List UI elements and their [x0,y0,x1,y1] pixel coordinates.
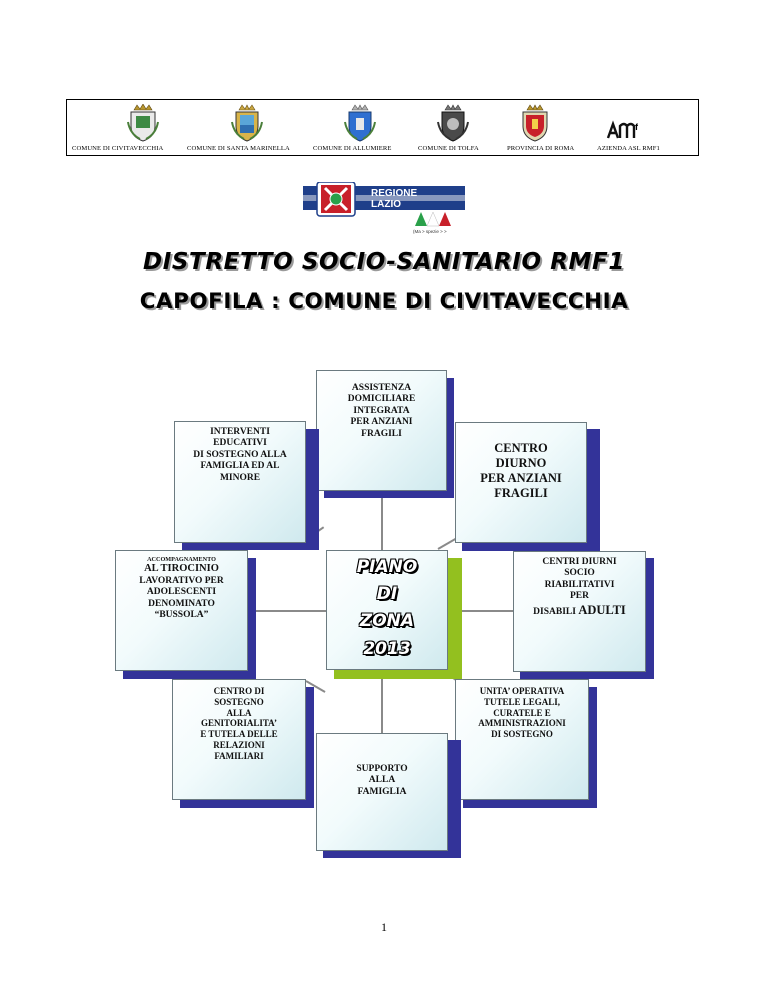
day-center-elderly-box [455,422,587,543]
piano-di-zona-box [326,550,448,670]
center-line: 2013 [363,638,411,659]
box-line: SUPPORTO [356,764,408,774]
allumiere-coat-of-arms-icon [343,104,377,142]
box-line: RELAZIONI [213,739,265,750]
box-line: RIABILITATIVI [544,579,615,590]
santa-marinella-coat-of-arms-icon [230,104,264,142]
box-line: GENITORIALITA’ [200,718,278,729]
box-line: MINORE [219,472,261,483]
municipality-label: COMUNE DI TOLFA [418,145,479,152]
box-line: TUTELE LEGALI, [483,696,561,707]
box-line: PER ANZIANI [350,417,413,428]
box-line: CENTRI DIURNI [542,557,617,567]
box-line: AL TIROCINIO [144,563,219,575]
work-placement-box [115,550,248,671]
center-line: PIANO [356,557,418,577]
box-line: DIURNO [495,456,547,470]
box-line: PER [570,591,589,602]
connector-top [381,496,383,551]
box-line-large: ADULTI [578,602,626,617]
box-line: FAMILIARI [214,750,264,761]
municipality-label: PROVINCIA DI ROMA [507,145,575,152]
municipality-label: COMUNE DI SANTA MARINELLA [187,145,290,152]
connector-bottom [381,671,383,733]
box-line: ADOLESCENTI [146,587,217,598]
box-line: ALLA [226,707,252,718]
box-line: ASSISTENZA [351,383,412,393]
asl-rmf1-logo-icon [605,118,643,144]
box-line: CENTRO [494,441,548,455]
municipality-label: AZIENDA ASL RMF1 [597,145,660,152]
box-line: DI SOSTEGNO ALLA [193,449,287,460]
box-line: INTERVENTI [210,427,270,437]
box-line: FAMIGLIA [357,786,407,797]
box-line: DI SOSTEGNO [491,729,553,740]
tolfa-coat-of-arms-icon [436,104,470,142]
box-line: CENTRO DI [213,686,265,696]
center-line: ZONA [359,611,415,632]
rehabilitation-centers-box [513,551,646,672]
civitavecchia-coat-of-arms-icon [126,104,160,142]
box-line: PER ANZIANI [480,471,562,485]
municipality-label: COMUNE DI ALLUMIERE [313,145,392,152]
box-line: DENOMINATO [148,598,215,609]
district-title: DISTRETTO SOCIO-SANITARIO RMF1 [143,249,625,275]
page-number: 1 [381,920,387,934]
box-line-small: ACCOMPAGNAMENTO [147,556,216,563]
box-line: UNITA’ OPERATIVA [479,686,565,696]
family-support-box [316,733,448,851]
lead-municipality-title: CAPOFILA : COMUNE DI CIVITAVECCHIA [139,289,629,314]
box-line: DOMICILIARE [347,394,416,405]
provincia-di-roma-coat-of-arms-icon [518,104,552,142]
box-line: E TUTELA DELLE [200,729,278,740]
box-line: INTEGRATA [353,405,410,416]
box-line: SOSTEGNO [214,696,264,707]
legal-guardianship-unit-box [455,679,589,800]
connector-left [247,610,327,612]
regione-lazio-logo [303,182,465,234]
center-line: DI [376,584,398,605]
parenting-support-box [172,679,306,800]
box-line: “BUSSOLA” [154,610,209,621]
educational-interventions-box [174,421,306,543]
region-name-line1: REGIONE [371,188,418,199]
region-name-line2: LAZIO [371,199,401,210]
region-tagline: (Ma > spezie > > [413,229,447,234]
box-line: FRAGILI [494,486,548,500]
box-line: ALLA [368,775,396,786]
box-line: CURATELE E [493,707,551,718]
box-line: FAMIGLIA ED AL [200,461,280,472]
municipality-label: COMUNE DI CIVITAVECCHIA [72,145,164,152]
box-line-small: DISABILI [533,606,579,617]
box-line: SOCIO [564,568,595,579]
box-line: LAVORATIVO PER [139,576,224,587]
home-care-box [316,370,447,491]
box-line: AMMINISTRAZIONI [478,718,566,729]
box-line: FRAGILI [361,428,402,439]
svg-text:f: f [635,122,638,132]
piano-di-zona-text [327,554,447,663]
box-line: EDUCATIVI [213,438,267,449]
